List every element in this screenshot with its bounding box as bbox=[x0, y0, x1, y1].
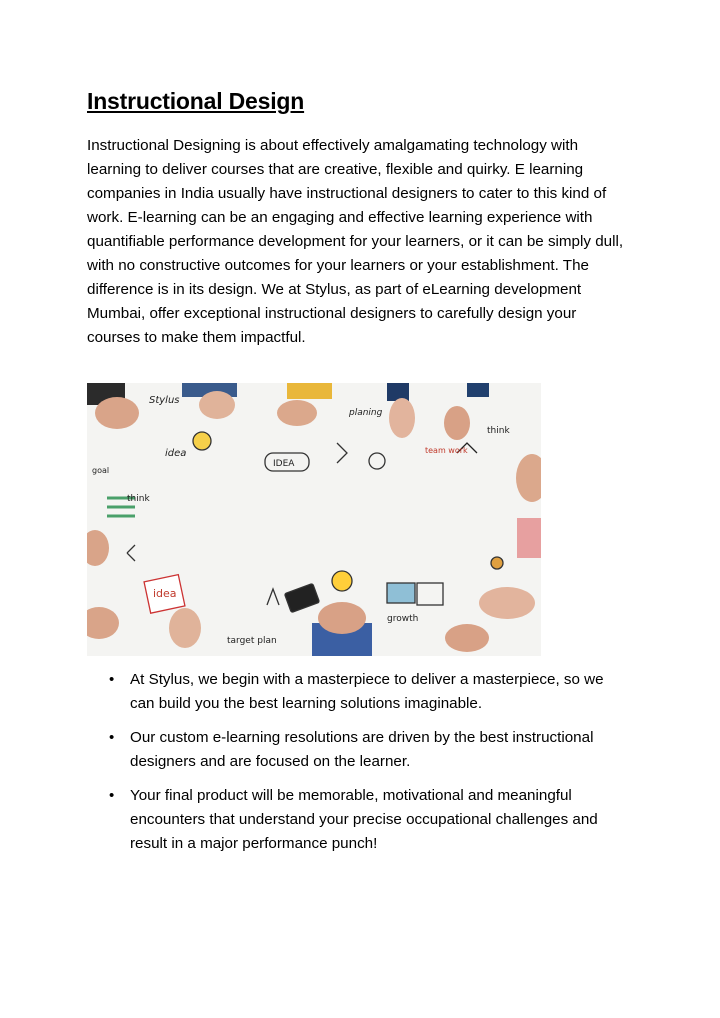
svg-text:target plan: target plan bbox=[227, 636, 277, 646]
bullet-marker: • bbox=[109, 787, 115, 804]
svg-text:think: think bbox=[487, 426, 510, 436]
list-item bbox=[87, 668, 632, 716]
svg-text:planing: planing bbox=[349, 408, 383, 418]
list-item-text: Our custom e-learning resolutions are driven by the best instructional designers and are focused on the learner. bbox=[130, 729, 594, 770]
list-item bbox=[87, 784, 632, 856]
svg-text:team work: team work bbox=[425, 446, 468, 455]
page-title: Instructional Design bbox=[87, 88, 305, 114]
svg-text:idea: idea bbox=[165, 448, 187, 459]
bullet-marker: • bbox=[109, 729, 115, 746]
svg-text:IDEA: IDEA bbox=[273, 459, 295, 469]
svg-text:Stylus: Stylus bbox=[149, 395, 180, 406]
svg-text:idea: idea bbox=[153, 587, 177, 600]
benefits-list bbox=[87, 668, 632, 866]
list-item bbox=[87, 726, 632, 774]
svg-text:goal: goal bbox=[92, 466, 110, 475]
list-item-text: At Stylus, we begin with a masterpiece to deliver a masterpiece, so we can build you the best learning solutions imaginable. bbox=[130, 671, 604, 712]
svg-text:growth: growth bbox=[387, 614, 419, 624]
list-item-text: Your final product will be memorable, motivational and meaningful encounters that understand your precise occupational challenges and result in a major performance punch! bbox=[130, 787, 598, 852]
collaboration-photo bbox=[87, 383, 541, 656]
svg-text:think: think bbox=[127, 494, 150, 504]
intro-paragraph: Instructional Designing is about effectively amalgamating technology with learning to deliver courses that are creative, flexible and quirky. E learning companies in India usually have instructional designers to cater to this kind of work. E-learning can be an engaging and effective learning experience with quantifiable performance development for your learners, or it can be simply dull, with no constructive outcomes for your learners or your establishment. The difference is in its design. We at Stylus, as part of eLearning development Mumbai, offer exceptional instructional designers to carefully design your courses to make them impactful. bbox=[87, 137, 624, 346]
bullet-marker: • bbox=[109, 671, 115, 688]
